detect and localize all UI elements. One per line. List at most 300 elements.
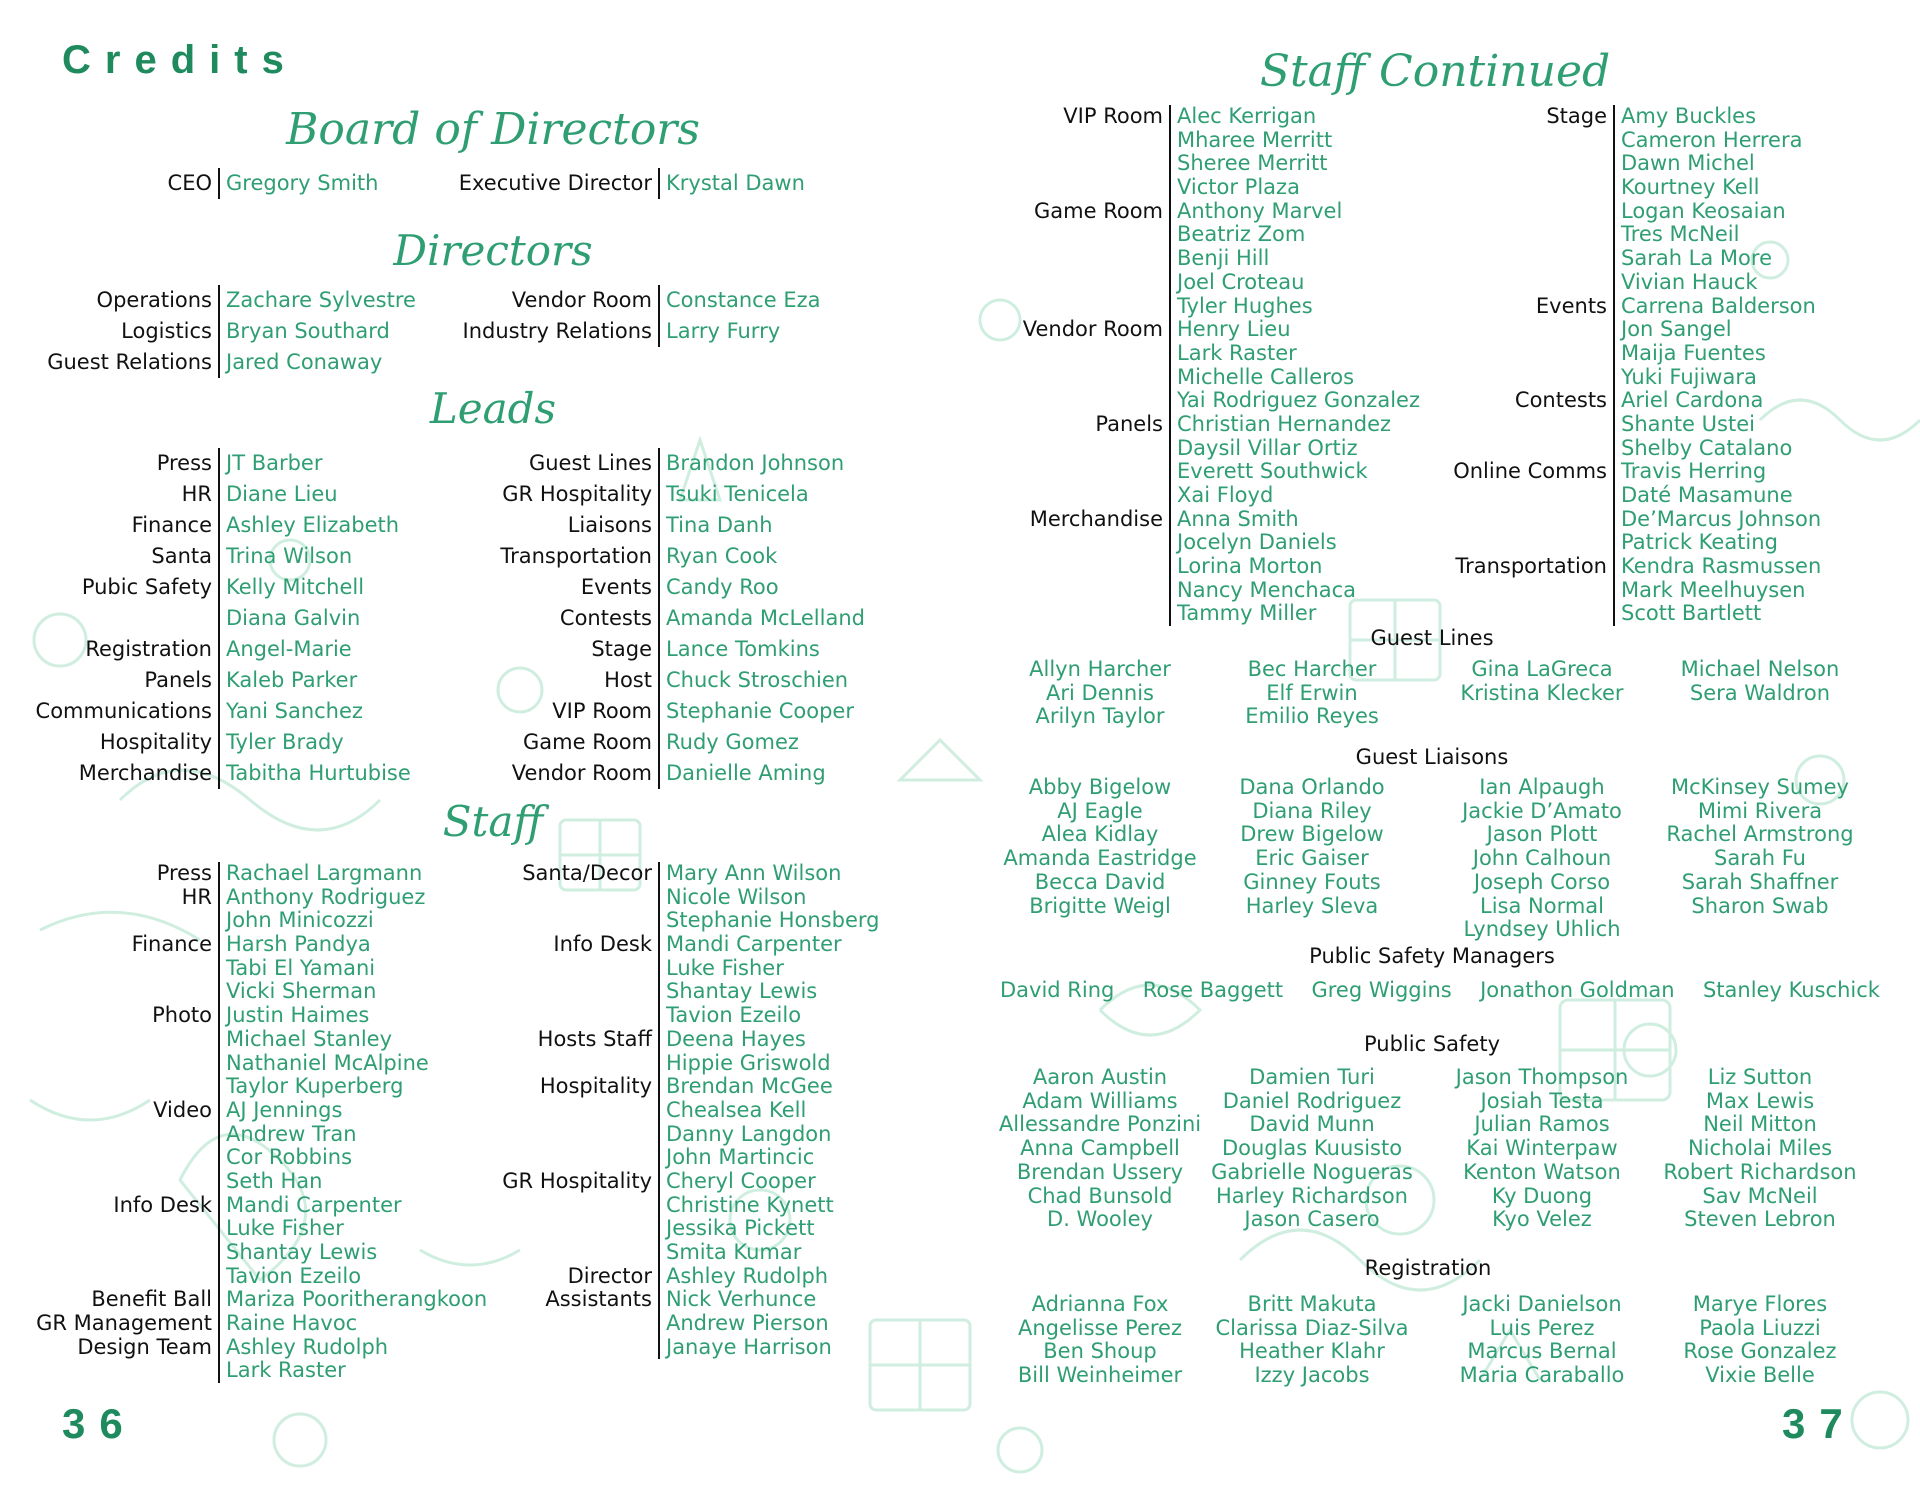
role-label: Operations: [96, 288, 212, 312]
person-name: Rachael Largmann: [226, 861, 423, 885]
name-column: [1663, 1066, 1856, 1232]
role-label: [1400, 342, 1607, 366]
person-name: Rose Baggett: [1142, 978, 1284, 1002]
role-label: Host: [604, 668, 652, 692]
person-name: Brigitte Weigl: [1029, 893, 1171, 918]
person-name: Chealsea Kell: [666, 1097, 807, 1122]
public-safety-heading: Public Safety: [1364, 1032, 1500, 1056]
role-label: [20, 980, 212, 1004]
role-label: [1400, 271, 1607, 295]
person-name: Amanda McLelland: [666, 606, 865, 630]
person-name: Ginney Fouts: [1243, 869, 1381, 894]
role-label: HR: [181, 482, 212, 506]
person-name: Clarissa Diaz-Silva: [1215, 1315, 1409, 1340]
person-name: Hippie Griswold: [666, 1050, 831, 1075]
role-label: [1400, 152, 1607, 176]
role-label: [20, 1146, 212, 1170]
role-labels: [20, 862, 218, 1383]
person-name: Kyo Velez: [1492, 1207, 1592, 1232]
role-label: [420, 886, 652, 910]
guest-lines-heading: Guest Lines: [1370, 626, 1494, 650]
person-name: McKinsey Sumey: [1671, 775, 1849, 799]
person-name: Steven Lebron: [1684, 1207, 1836, 1232]
public-safety-managers-row: [1000, 978, 1880, 1002]
role-label: Pubic Safety: [81, 575, 212, 599]
name-list: [218, 168, 378, 199]
person-name: Maija Fuentes: [1621, 340, 1766, 365]
person-name: Marye Flores: [1692, 1292, 1828, 1316]
role-label: Events: [580, 575, 652, 599]
staff-continued-right-group: [1400, 105, 1821, 626]
person-name: Drew Bigelow: [1240, 822, 1384, 847]
person-name: Benji Hill: [1177, 246, 1270, 271]
role-label: Stage: [1546, 104, 1607, 128]
role-label: Industry Relations: [462, 319, 652, 343]
person-name: Tabitha Hurtubise: [226, 761, 411, 785]
role-label: [20, 1359, 212, 1383]
person-name: Mandi Carpenter: [226, 1192, 402, 1217]
role-label: [420, 1241, 652, 1265]
person-name: De’Marcus Johnson: [1621, 506, 1822, 531]
name-list: [658, 168, 805, 199]
role-label: Info Desk: [553, 932, 652, 957]
name-column: [1211, 1066, 1413, 1232]
role-label: Panels: [144, 668, 212, 692]
leads-left-group: [20, 448, 411, 789]
role-labels: [1400, 105, 1613, 626]
registration-heading: Registration: [1364, 1256, 1492, 1280]
person-name: AJ Jennings: [226, 1097, 343, 1122]
role-label: [20, 1265, 212, 1289]
person-name: Candy Roo: [666, 575, 779, 599]
person-name: John Martincic: [666, 1145, 815, 1170]
role-label: [20, 957, 212, 981]
person-name: Krystal Dawn: [666, 171, 805, 195]
person-name: Nancy Menchaca: [1177, 577, 1357, 602]
role-label: GR Management: [36, 1311, 212, 1336]
person-name: Anna Campbell: [1020, 1136, 1180, 1161]
role-label: [1400, 129, 1607, 153]
role-label: [20, 1241, 212, 1265]
person-name: Ian Alpaugh: [1479, 775, 1605, 799]
directors-heading: Directors: [393, 226, 593, 275]
role-label: Finance: [131, 932, 212, 957]
role-label: Liaisons: [567, 513, 652, 537]
person-name: Lyndsey Uhlich: [1463, 917, 1621, 942]
person-name: Cheryl Cooper: [666, 1168, 816, 1193]
person-name: Mark Meelhuysen: [1621, 577, 1806, 602]
name-list: [658, 448, 865, 789]
role-label: Hosts Staff: [537, 1026, 652, 1051]
person-name: Harley Richardson: [1216, 1183, 1408, 1208]
role-label: Communications: [35, 699, 212, 723]
role-label: [960, 366, 1163, 390]
person-name: Nicole Wilson: [666, 884, 807, 909]
page-number-right: 37: [1782, 1400, 1857, 1447]
leads-right-group: [420, 448, 865, 789]
person-name: Angel-Marie: [226, 637, 352, 661]
person-name: Greg Wiggins: [1311, 978, 1452, 1002]
role-label: Merchandise: [78, 761, 212, 785]
person-name: Trina Wilson: [226, 544, 353, 568]
role-label: Assistants: [545, 1287, 652, 1312]
person-name: Ariel Cardona: [1621, 388, 1764, 413]
role-label: [960, 437, 1163, 461]
role-label: Vendor Room: [1022, 317, 1163, 342]
person-name: Joel Croteau: [1177, 269, 1305, 294]
person-name: Travis Herring: [1621, 459, 1767, 484]
person-name: Douglas Kuusisto: [1221, 1136, 1403, 1161]
person-name: Sarah Fu: [1714, 846, 1806, 871]
role-label: Contests: [559, 606, 652, 630]
person-name: Nick Verhunce: [666, 1287, 817, 1312]
person-name: Brendan Ussery: [1016, 1159, 1184, 1184]
name-list: [218, 285, 416, 378]
person-name: Bill Weinheimer: [1017, 1363, 1183, 1388]
person-name: Kristina Klecker: [1460, 680, 1624, 705]
person-name: Lance Tomkins: [666, 637, 820, 661]
person-name: Constance Eza: [666, 288, 821, 312]
person-name: Daté Masamune: [1621, 483, 1793, 507]
person-name: Yai Rodriguez Gonzalez: [1177, 388, 1420, 413]
person-name: John Minicozzi: [226, 908, 374, 933]
person-name: Daysil Villar Ortiz: [1177, 435, 1358, 460]
role-label: [20, 909, 212, 933]
person-name: Nicholai Miles: [1687, 1136, 1833, 1161]
person-name: Cor Robbins: [226, 1145, 353, 1170]
role-label: [960, 295, 1163, 319]
person-name: Stephanie Cooper: [666, 699, 854, 723]
person-name: Anthony Marvel: [1177, 198, 1343, 223]
person-name: Michael Nelson: [1680, 657, 1840, 681]
role-label: [1400, 318, 1607, 342]
role-label: [960, 342, 1163, 366]
person-name: Andrew Pierson: [666, 1311, 829, 1336]
person-name: Ashley Rudolph: [226, 1334, 389, 1359]
name-column: [1239, 776, 1384, 918]
person-name: AJ Eagle: [1057, 798, 1143, 823]
role-labels: [420, 168, 658, 199]
person-name: Everett Southwick: [1177, 459, 1368, 484]
person-name: Jacki Danielson: [1462, 1292, 1622, 1316]
name-column: [1215, 1293, 1408, 1388]
person-name: Tammy Miller: [1177, 601, 1317, 626]
role-label: Game Room: [1034, 198, 1163, 223]
person-name: Abby Bigelow: [1028, 775, 1172, 799]
person-name: Damien Turi: [1249, 1065, 1375, 1089]
person-name: Mimi Rivera: [1697, 798, 1823, 823]
role-label: [960, 484, 1163, 508]
role-label: [420, 1146, 652, 1170]
role-label: [1400, 579, 1607, 603]
role-label: [1400, 366, 1607, 390]
person-name: Jonathon Goldman: [1480, 978, 1675, 1002]
person-name: Larry Furry: [666, 319, 781, 343]
person-name: Aaron Austin: [1032, 1065, 1168, 1089]
name-column: [1666, 776, 1853, 918]
role-label: [960, 176, 1163, 200]
role-label: Merchandise: [1029, 506, 1163, 531]
person-name: Heather Klahr: [1239, 1339, 1385, 1364]
person-name: Sharon Swab: [1691, 893, 1829, 918]
person-name: Shelby Catalano: [1621, 435, 1793, 460]
name-list: [218, 448, 411, 789]
person-name: Jason Thompson: [1455, 1065, 1629, 1089]
role-labels: [960, 105, 1169, 626]
role-label: [1400, 531, 1607, 555]
person-name: Jason Plott: [1486, 822, 1598, 847]
person-name: Sav McNeil: [1702, 1183, 1818, 1208]
role-label: Panels: [1095, 411, 1163, 436]
person-name: Emilio Reyes: [1245, 704, 1379, 729]
role-label: Vendor Room: [511, 761, 652, 785]
person-name: Tavion Ezeilo: [226, 1263, 362, 1288]
role-label: Transportation: [500, 544, 652, 568]
role-label: Benefit Ball: [91, 1287, 212, 1312]
role-label: [420, 1123, 652, 1147]
person-name: Gabrielle Nogueras: [1211, 1159, 1413, 1184]
name-column: [1245, 658, 1379, 729]
person-name: Justin Haimes: [226, 1003, 370, 1028]
role-label: [1400, 484, 1607, 508]
role-label: Guest Relations: [47, 350, 212, 374]
person-name: Luke Fisher: [226, 1216, 344, 1241]
person-name: David Munn: [1249, 1112, 1375, 1137]
staff-right-group: [420, 862, 879, 1359]
person-name: Kaleb Parker: [226, 668, 358, 692]
role-label: Game Room: [523, 730, 652, 754]
person-name: Britt Makuta: [1247, 1292, 1377, 1316]
role-label: Santa/Decor: [522, 861, 652, 885]
role-labels: [20, 285, 218, 378]
role-label: [1400, 413, 1607, 437]
role-label: GR Hospitality: [502, 1168, 652, 1193]
person-name: Diane Lieu: [226, 482, 338, 506]
role-label: [1400, 508, 1607, 532]
name-column: [1003, 776, 1196, 918]
person-name: Tsuki Tenicela: [666, 482, 809, 506]
person-name: Lark Raster: [226, 1358, 346, 1383]
name-column: [1456, 1066, 1629, 1232]
person-name: Christian Hernandez: [1177, 411, 1392, 436]
person-name: Victor Plaza: [1177, 175, 1300, 200]
role-label: [420, 1004, 652, 1028]
role-label: [420, 909, 652, 933]
name-list: [1169, 105, 1420, 626]
role-label: [1400, 223, 1607, 247]
person-name: Brandon Johnson: [666, 451, 845, 475]
role-label: [960, 152, 1163, 176]
person-name: Diana Riley: [1252, 798, 1372, 823]
person-name: Lark Raster: [1177, 340, 1297, 365]
staff-left-group: [20, 862, 487, 1383]
person-name: Seth Han: [226, 1168, 323, 1193]
role-label: Santa: [151, 544, 212, 568]
person-name: Amanda Eastridge: [1003, 846, 1197, 871]
person-name: Scott Bartlett: [1621, 601, 1762, 626]
role-label: [420, 1052, 652, 1076]
person-name: Tyler Hughes: [1177, 293, 1313, 318]
person-name: Allyn Harcher: [1029, 657, 1171, 681]
name-column: [1018, 1293, 1182, 1388]
role-label: [960, 129, 1163, 153]
role-label: VIP Room: [1063, 104, 1163, 128]
person-name: Patrick Keating: [1621, 530, 1778, 555]
person-name: Dana Orlando: [1239, 775, 1385, 799]
person-name: Izzy Jacobs: [1254, 1363, 1370, 1388]
person-name: Rachel Armstrong: [1666, 822, 1854, 847]
person-name: Yuki Fujiwara: [1621, 364, 1757, 389]
role-label: [420, 1336, 652, 1360]
role-label: Design Team: [77, 1334, 212, 1359]
role-label: [420, 980, 652, 1004]
person-name: Jared Conaway: [226, 350, 383, 374]
person-name: Josiah Testa: [1480, 1088, 1604, 1113]
person-name: Andrew Tran: [226, 1121, 357, 1146]
role-label: [1400, 437, 1607, 461]
person-name: Danielle Aming: [666, 761, 826, 785]
person-name: Kourtney Kell: [1621, 175, 1760, 200]
name-column: [1681, 658, 1840, 705]
staff-continued-heading: Staff Continued: [1259, 46, 1611, 97]
person-name: Tyler Brady: [226, 730, 344, 754]
person-name: Lisa Normal: [1479, 893, 1605, 918]
person-name: Taylor Kuperberg: [226, 1074, 404, 1099]
person-name: Adam Williams: [1022, 1088, 1178, 1113]
role-label: Video: [153, 1097, 212, 1122]
role-label: [20, 1052, 212, 1076]
person-name: Vicki Sherman: [226, 979, 377, 1004]
person-name: Luke Fisher: [666, 955, 784, 980]
person-name: Chad Bunsold: [1027, 1183, 1173, 1208]
name-column: [1462, 776, 1622, 942]
person-name: Michelle Calleros: [1177, 364, 1355, 389]
person-name: Elf Erwin: [1266, 680, 1358, 705]
person-name: Max Lewis: [1705, 1088, 1815, 1113]
person-name: Rudy Gomez: [666, 730, 799, 754]
role-label: [960, 531, 1163, 555]
person-name: Danny Langdon: [666, 1121, 832, 1146]
role-label: [960, 555, 1163, 579]
person-name: Christine Kynett: [666, 1192, 834, 1217]
person-name: Dawn Michel: [1621, 151, 1755, 176]
role-label: GR Hospitality: [502, 482, 652, 506]
person-name: Tabi El Yamani: [226, 955, 376, 980]
person-name: Logan Keosaian: [1621, 198, 1786, 223]
role-label: VIP Room: [552, 699, 652, 723]
role-label: Transportation: [1455, 554, 1607, 579]
role-label: Hospitality: [539, 1074, 652, 1099]
person-name: Daniel Rodriguez: [1222, 1088, 1402, 1113]
person-name: Adrianna Fox: [1031, 1292, 1169, 1316]
role-labels: [420, 448, 658, 789]
person-name: Ari Dennis: [1045, 680, 1154, 705]
person-name: Liz Sutton: [1707, 1065, 1813, 1089]
person-name: Cameron Herrera: [1621, 127, 1803, 152]
role-label: Guest Lines: [528, 451, 652, 475]
person-name: Bryan Southard: [226, 319, 390, 343]
person-name: Vixie Belle: [1705, 1363, 1815, 1388]
role-label: Hospitality: [99, 730, 212, 754]
staff-heading: Staff: [442, 797, 544, 846]
right-page: [960, 0, 1920, 1493]
person-name: Alec Kerrigan: [1177, 104, 1317, 128]
person-name: Brendan McGee: [666, 1074, 833, 1099]
person-name: Diana Galvin: [226, 606, 361, 630]
person-name: Rose Gonzalez: [1683, 1339, 1837, 1364]
person-name: Ashley Rudolph: [666, 1263, 829, 1288]
person-name: John Calhoun: [1472, 846, 1612, 871]
board-heading: Board of Directors: [286, 104, 700, 155]
role-label: Press: [156, 861, 212, 885]
person-name: Mharee Merritt: [1177, 127, 1333, 152]
person-name: Anna Smith: [1177, 506, 1299, 531]
person-name: Yani Sanchez: [226, 699, 363, 723]
name-column: [1460, 658, 1623, 705]
person-name: Tina Danh: [666, 513, 773, 537]
role-label: [960, 602, 1163, 626]
person-name: Joseph Corso: [1473, 869, 1611, 894]
person-name: Robert Richardson: [1663, 1159, 1857, 1184]
name-list: [1613, 105, 1821, 626]
role-label: Executive Director: [458, 171, 652, 195]
role-label: [1400, 602, 1607, 626]
person-name: Carrena Balderson: [1621, 293, 1816, 318]
role-labels: [420, 862, 658, 1359]
person-name: Stephanie Honsberg: [666, 908, 880, 933]
person-name: Julian Ramos: [1474, 1112, 1610, 1137]
name-list: [658, 285, 820, 347]
person-name: Lorina Morton: [1177, 554, 1323, 579]
person-name: Kenton Watson: [1463, 1159, 1621, 1184]
role-label: [960, 389, 1163, 413]
person-name: Smita Kumar: [666, 1240, 802, 1264]
role-label: [20, 1123, 212, 1147]
person-name: Zachare Sylvestre: [226, 288, 416, 312]
role-label: Director: [567, 1263, 652, 1288]
role-labels: [420, 285, 658, 347]
name-column: [1029, 658, 1171, 729]
person-name: Gina LaGreca: [1471, 657, 1613, 681]
person-name: Allessandre Ponzini: [998, 1112, 1202, 1137]
person-name: Arilyn Taylor: [1035, 704, 1165, 729]
role-label: Online Comms: [1453, 459, 1607, 484]
role-label: [420, 1217, 652, 1241]
role-label: Stage: [591, 637, 652, 661]
role-label: CEO: [167, 171, 212, 195]
board-left-group: [20, 168, 378, 199]
person-name: Michael Stanley: [226, 1026, 393, 1051]
person-name: Luis Perez: [1489, 1315, 1595, 1340]
name-column: [1683, 1293, 1836, 1388]
role-label: [420, 1099, 652, 1123]
person-name: Stanley Kuschick: [1702, 978, 1880, 1002]
person-name: Tres McNeil: [1621, 222, 1740, 247]
role-label: [420, 1194, 652, 1218]
person-name: Gregory Smith: [226, 171, 379, 195]
role-label: Vendor Room: [511, 288, 652, 312]
name-column: [999, 1066, 1201, 1232]
person-name: Mariza Pooritherangkoon: [226, 1287, 488, 1312]
board-right-group: [420, 168, 805, 199]
person-name: Sera Waldron: [1689, 680, 1831, 705]
role-label: [960, 247, 1163, 271]
role-label: [1400, 176, 1607, 200]
person-name: Kai Winterpaw: [1466, 1136, 1618, 1161]
role-label: [420, 1312, 652, 1336]
person-name: Sarah Shaffner: [1681, 869, 1839, 894]
person-name: Ky Duong: [1491, 1183, 1593, 1208]
